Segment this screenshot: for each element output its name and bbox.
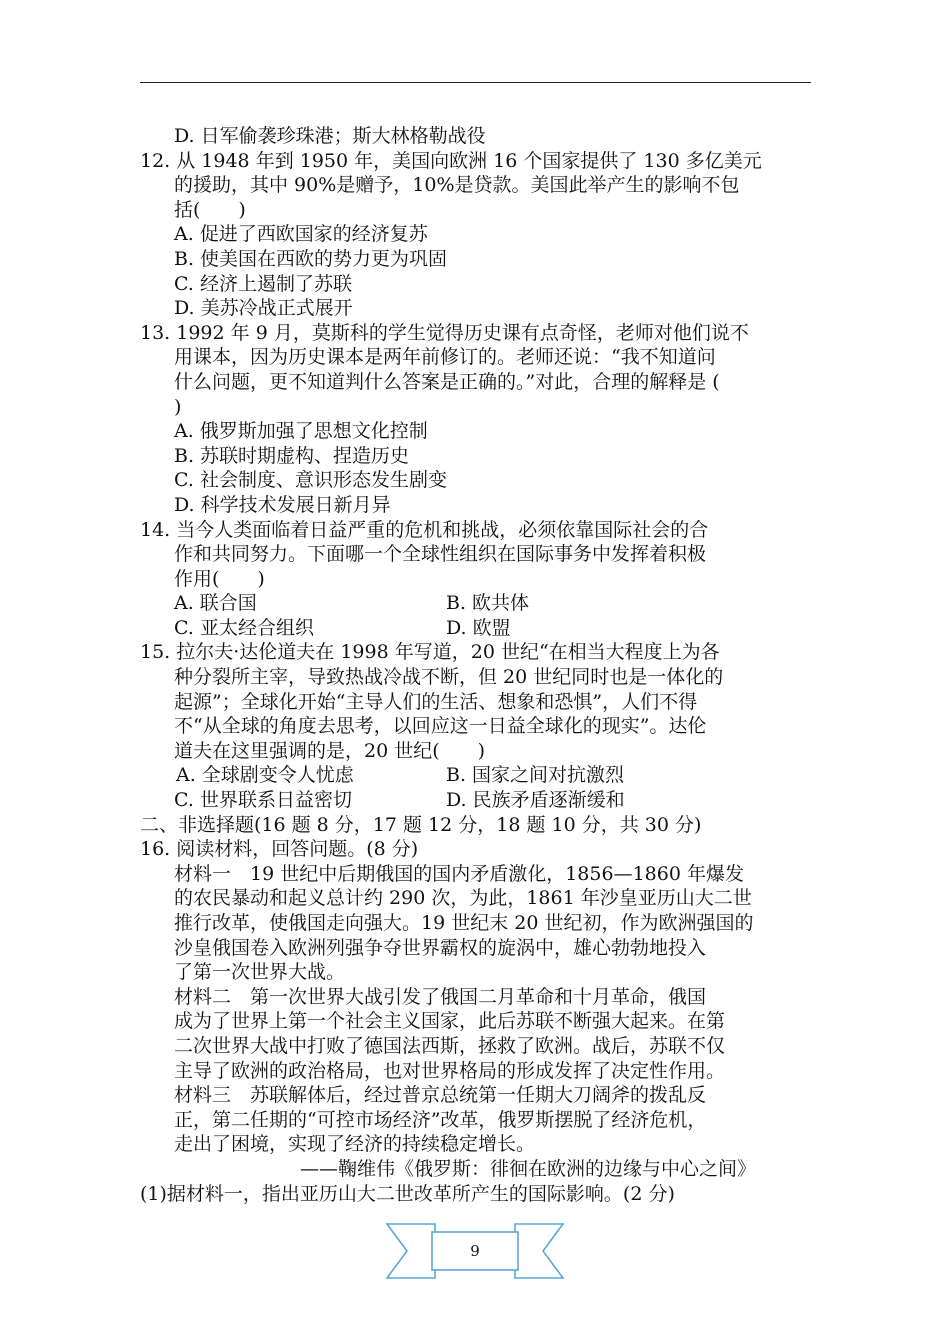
q16-material-2-line: 材料二 第一次世界大战引发了俄国二月革命和十月革命，俄国 [174,985,707,1008]
q13-stem-line: 用课本，因为历史课本是两年前修订的。老师还说：“我不知道问 [174,346,716,369]
q13-option-d: D. 科学技术发展日新月异 [174,493,391,516]
q15-option-b: B. 国家之间对抗激烈 [446,764,625,787]
q13-stem-line: 什么问题，更不知道判什么答案是正确的。”对此，合理的解释是 ( [174,370,720,393]
question-16 [140,837,820,1206]
q12-stem-line: 的援助，其中 90%是赠予，10%是贷款。美国此举产生的影响不包 [174,174,740,197]
q16-material-1-line: 沙皇俄国卷入欧洲列强争夺世界霸权的旋涡中，雄心勃勃地投入 [174,936,707,959]
q16-material-1-line: 推行改革，使俄国走向强大。19 世纪末 20 世纪初，作为欧洲强国的 [174,912,754,934]
q16-material-2-line: 主导了欧洲的政治格局，也对世界格局的形成发挥了决定性作用。 [174,1059,726,1082]
q14-stem-line: 作用( ) [174,567,265,590]
q16-material-1-line: 了第一次世界大战。 [174,961,346,984]
q15-options-row [140,788,820,813]
q14-option-d: D. 欧盟 [446,616,511,639]
q13-stem-line: 13. 1992 年 9 月，莫斯科的学生觉得历史课有点奇怪，老师对他们说不 [140,321,749,344]
q16-material-3-line: 正，第二任期的“可控市场经济”改革，俄罗斯摆脱了经济危机， [174,1108,707,1131]
q16-source-citation: ——鞠维伟《俄罗斯：徘徊在欧洲的边缘与中心之间》 [300,1157,757,1180]
q14-options-row [140,616,820,641]
q13-option-b: B. 苏联时期虚构、捏造历史 [174,444,410,467]
q16-material-2-line: 二次世界大战中打败了德国法西斯，拯救了欧洲。战后，苏联不仅 [174,1034,726,1057]
question-14 [140,518,820,641]
q13-stem-line: ) [174,395,182,418]
q12-stem-line: 12. 从 1948 年到 1950 年，美国向欧洲 16 个国家提供了 130 多亿美元 [140,149,762,172]
q12-stem-line: 括( ) [174,198,246,221]
question-15 [140,640,820,812]
q16-stem: 16. 阅读材料，回答问题。(8 分) [140,838,419,861]
question-13 [140,321,820,518]
q15-stem-line: 起源”；全球化开始“主导人们的生活、想象和恐惧”，人们不得 [174,690,698,713]
q14-options-row [140,591,820,616]
q15-option-a: A. 全球剧变令人忧虑 [176,764,354,787]
question-12 [140,149,820,321]
q16-material-3-line: 走出了困境，实现了经济的持续稳定增长。 [174,1133,536,1156]
q15-stem-line: 15. 拉尔夫·达伦道夫在 1998 年写道，20 世纪“在相当大程度上为各 [140,641,720,664]
q13-option-c: C. 社会制度、意识形态发生剧变 [174,469,447,492]
header-rule [140,82,811,83]
q15-option-d: D. 民族矛盾逐渐缓和 [446,789,625,812]
q16-subquestion-1: (1)据材料一，指出亚历山大二世改革所产生的国际影响。(2 分) [140,1182,675,1205]
q16-material-3-line: 材料三 苏联解体后，经过普京总统第一任期大刀阔斧的拨乱反 [174,1084,707,1107]
q14-option-c: C. 亚太经合组织 [174,616,314,639]
q14-stem-line: 作和共同努力。下面哪一个全球性组织在国际事务中发挥着积极 [174,543,707,566]
q15-stem-line: 道夫在这里强调的是，20 世纪( ) [174,739,486,762]
q15-options-row [140,763,820,788]
page-content [140,124,820,1206]
q12-option-d: D. 美苏冷战正式展开 [174,297,353,320]
page-number: 9 [470,1242,480,1260]
q14-stem-line: 14. 当今人类面临着日益严重的危机和挑战，必须依靠国际社会的合 [140,518,709,541]
q16-material-2-line: 成为了世界上第一个社会主义国家，此后苏联不断强大起来。在第 [174,1010,726,1033]
q15-stem-line: 种分裂所主宰，导致热战冷战不断，但 20 世纪同时也是一体化的 [174,666,724,689]
q11-option-d: D. 日军偷袭珍珠港；斯大林格勒战役 [174,125,486,147]
q15-option-c: C. 世界联系日益密切 [174,789,352,812]
q13-option-a: A. 俄罗斯加强了思想文化控制 [174,420,428,443]
section-2-title: 二、非选择题(16 题 8 分，17 题 12 分，18 题 10 分，共 30 分) [140,813,702,836]
q14-option-b: B. 欧共体 [446,592,530,615]
q12-option-c: C. 经济上遏制了苏联 [174,272,352,295]
q14-option-a: A. 联合国 [174,592,257,615]
q16-material-1-line: 的农民暴动和起义总计约 290 次，为此，1861 年沙皇亚历山大二世 [174,887,752,910]
q12-option-b: B. 使美国在西欧的势力更为巩固 [174,247,448,270]
q15-stem-line: 不“从全球的角度去思考，以回应这一日益全球化的现实”。达伦 [174,715,707,738]
q16-material-1-line: 材料一 19 世纪中后期俄国的国内矛盾激化，1856—1860 年爆发 [174,862,744,885]
q12-option-a: A. 促进了西欧国家的经济复苏 [174,223,428,246]
